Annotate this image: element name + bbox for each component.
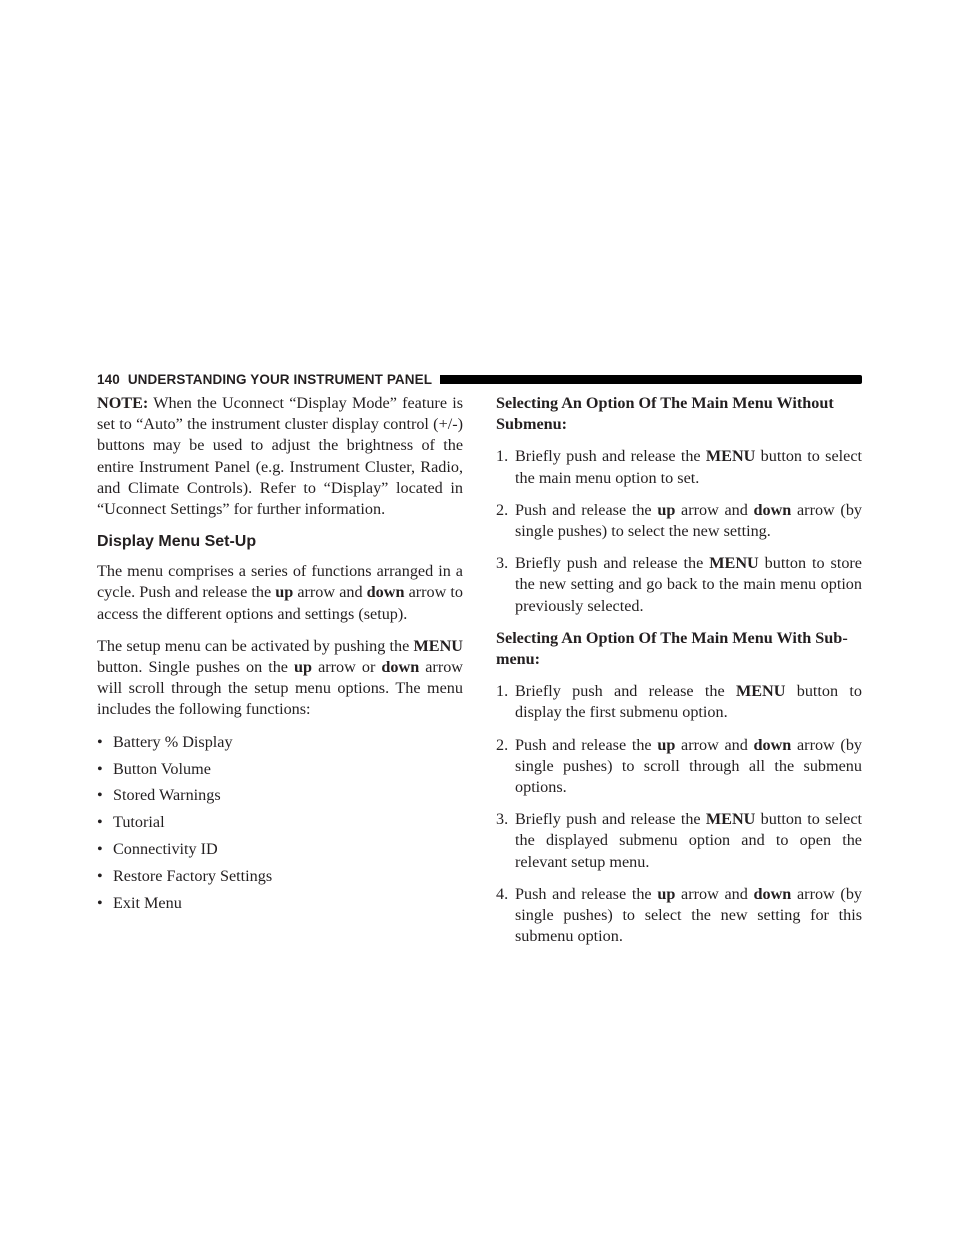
list-item-label: Restore Factory Settings [113,867,273,886]
header-rule [440,375,862,384]
bullet-icon [97,812,113,833]
text: arrow and [293,583,367,602]
list-item-label: Button Volume [113,759,211,778]
list-item [97,839,463,860]
list-item-label: Tutorial [113,813,165,832]
text: arrow or [312,658,382,677]
emphasis-up: up [275,583,294,602]
text: Push and release the [515,884,658,903]
text: arrow and [675,735,754,754]
text: Briefly push and release the [515,682,736,701]
list-item [97,893,463,914]
step-text [515,884,862,948]
step-text [515,809,862,873]
list-item [97,785,463,806]
text: arrow and [675,884,754,903]
list-item [97,812,463,833]
step-item [496,681,862,723]
text: arrow (by single pushes) to select the new setting for this submenu option. [515,884,863,946]
bullet-icon [97,732,113,753]
text: Briefly push and release the [515,447,706,466]
step-number: 3. [496,554,509,573]
step-text [515,681,862,723]
step-number: 2. [496,735,509,754]
emphasis-menu: MENU [705,447,756,466]
steps-without-submenu [496,446,862,616]
step-number: 1. [496,682,509,701]
step-text [515,553,862,617]
section-heading: Display Menu Set-Up [97,533,257,551]
list-item-label: Stored Warnings [113,786,221,805]
step-item [496,500,862,542]
text: Briefly push and release the [515,810,706,829]
step-item [496,884,862,948]
text: button. Single pushes on the [97,658,295,677]
note-paragraph [97,393,463,520]
step-text [515,500,862,542]
steps-with-submenu [496,681,862,947]
emphasis-menu: MENU [705,810,756,829]
step-text [515,446,862,488]
text: Briefly push and release the [515,554,710,573]
emphasis-menu: MENU [709,554,759,573]
running-header [97,368,862,390]
text: The setup menu can be activated by pushing the [97,636,414,655]
step-number: 1. [496,447,509,466]
left-column [97,393,463,920]
step-number: 3. [496,810,509,829]
bullet-icon [97,785,113,806]
note-text: When the Uconnect “Display Mode” feature is set to “Auto” the instrument cluster display control (+/-) buttons may be used to adjust the brightness of the entire Instrument Panel (e.g. Instrument Cluster, Radio, and Climate Controls). Refer to “Display” located in “Uconnect Settings” for further information. [97,394,463,519]
setup-menu-paragraph [97,636,463,721]
step-item [496,553,862,617]
list-item [97,866,463,887]
text: button to select the main menu option to set. [515,447,862,487]
list-item [97,759,463,780]
text: arrow to access the different options and settings (setup). [97,583,464,623]
emphasis-down: down [753,500,792,519]
list-item [97,732,463,753]
emphasis-up: up [657,884,676,903]
text: arrow (by single pushes) to select the new setting. [515,500,863,541]
emphasis-down: down [753,735,792,754]
step-item [496,809,862,873]
emphasis-down: down [381,658,420,677]
text: button to display the first submenu option. [515,682,862,722]
step-item [496,735,862,799]
subheading-without-submenu: Selecting An Option Of The Main Menu Without Submenu: [496,394,834,434]
list-item-label: Connectivity ID [113,840,218,859]
list-item-label: Exit Menu [113,893,182,912]
emphasis-up: up [657,500,676,519]
step-item [496,446,862,488]
text: arrow will scroll through the setup menu options. The menu includes the following functions: [97,658,463,719]
text: button to select the displayed submenu option and to open the relevant setup menu. [515,810,862,871]
right-column [496,393,862,958]
bullet-icon [97,759,113,780]
subheading-with-submenu: Selecting An Option Of The Main Menu With Submenu: [496,628,848,669]
emphasis-up: up [657,735,676,754]
step-text [515,735,862,799]
note-label: NOTE: [97,394,149,412]
text: The menu comprises a series of functions arranged in a cycle. Push and release the [97,562,463,602]
emphasis-down: down [366,583,405,602]
text: arrow and [675,500,754,519]
text: Push and release the [515,500,658,519]
text: arrow (by single pushes) to scroll through all the submenu options. [515,735,863,797]
list-item-label: Battery % Display [113,732,233,751]
emphasis-menu: MENU [413,636,463,655]
step-number: 4. [496,884,509,903]
bullet-icon [97,893,113,914]
bullet-icon [97,866,113,887]
bullet-icon [97,839,113,860]
page-number: 140 [97,371,120,387]
emphasis-menu: MENU [735,682,786,701]
text: Push and release the [515,735,658,754]
text: button to store the new setting and go back to the main menu option previously selected. [515,554,862,615]
step-number: 2. [496,500,509,519]
menu-intro-paragraph [97,561,463,625]
section-title: UNDERSTANDING YOUR INSTRUMENT PANEL [127,371,433,387]
functions-list [97,732,463,915]
emphasis-down: down [753,884,792,903]
emphasis-up: up [294,658,313,677]
